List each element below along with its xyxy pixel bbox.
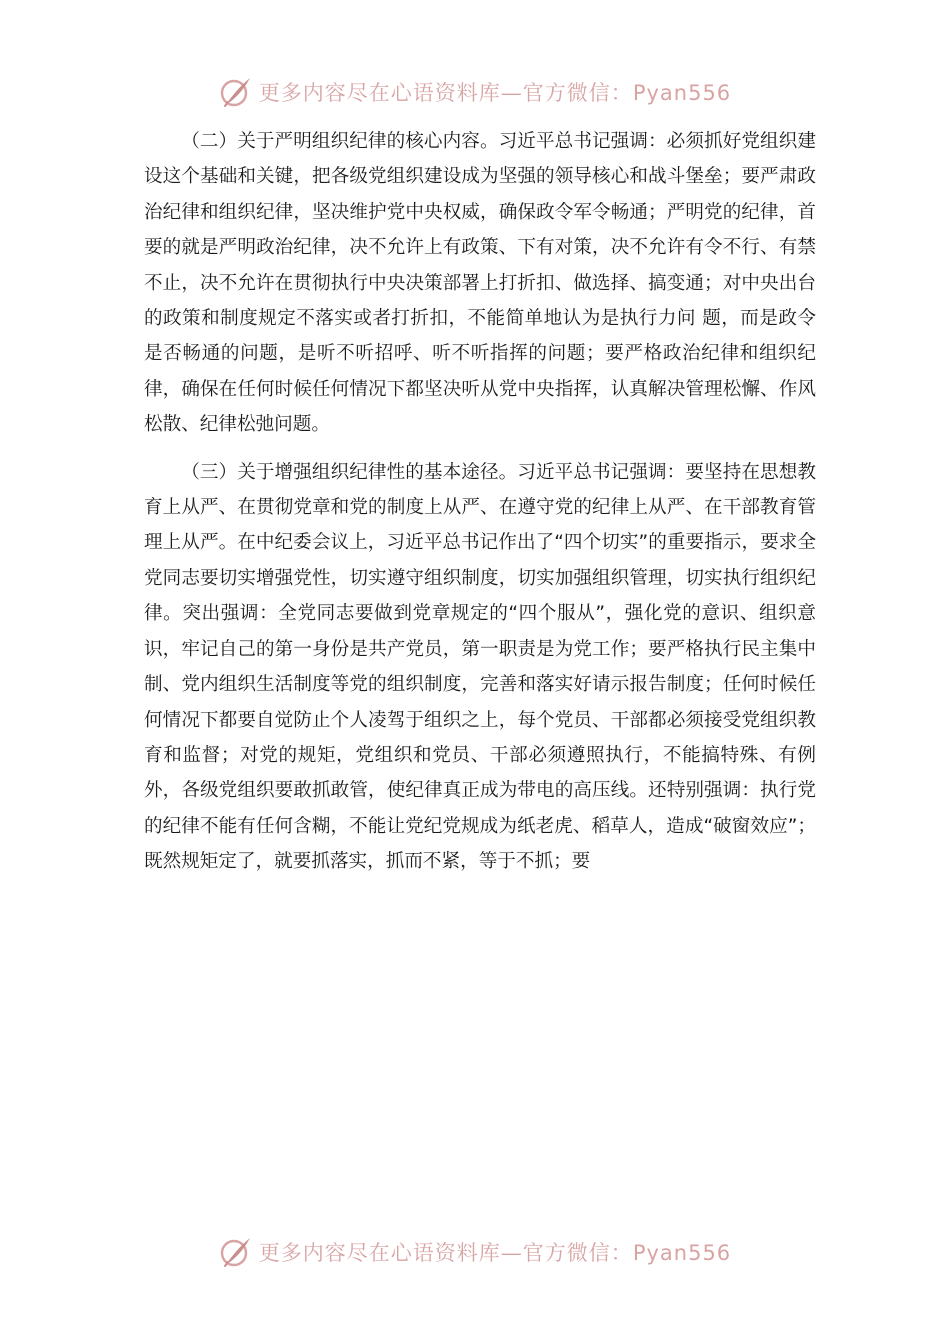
paragraph-section-2: （二）关于严明组织纪律的核心内容。习近平总书记强调：必须抓好党组织建设这个基础和关键，把各级党组织建设成为坚强的领导核心和战斗堡垒；要严肃政治纪律和组织纪律，坚决维护党中央权威，确保政令军令畅通；严明党的纪律，首要的就是严明政治纪律，决不允许上有政策、下有对策，决不允许有令不行、有禁不止，决不允许在贯彻执行中央决策部署上打折扣、做选择、搞变通；对中央出台的政策和制度规定不落实或者打折扣，不能简单地认为是执行力问 题，而是政令是否畅通的问题，是听不听招呼、听不听指挥的问题；要严格政治纪律和组织纪律，确保在任何时候任何情况下都坚决听从党中央指挥，认真解决管理松懈、作风松散、纪律松弛问题。 xyxy=(144,131,816,436)
watermark-wechat-id: Pyan556 xyxy=(632,81,732,105)
document-body xyxy=(144,124,816,892)
watermark-text: 更多内容尽在心语资料库—官方微信：Pyan556 xyxy=(258,81,732,105)
quill-pen-logo-icon xyxy=(219,75,253,109)
watermark-text: 更多内容尽在心语资料库—官方微信：Pyan556 xyxy=(258,1241,732,1265)
paragraph-section-3: （三）关于增强组织纪律性的基本途径。习近平总书记强调：要坚持在思想教育上从严、在贯彻党章和党的制度上从严、在遵守党的纪律上从严、在干部教育管理上从严。在中纪委会议上，习近平总书记作出了“四个切实”的重要指示，要求全党同志要切实增强党性，切实遵守组织制度，切实加强组织管理，切实执行组织纪律。突出强调：全党同志要做到党章规定的“四个服从”，强化党的意识、组织意识，牢记自己的第一身份是共产党员，第一职责是为党工作；要严格执行民主集中制、党内组织生活制度等党的组织制度，完善和落实好请示报告制度；任何时候任何情况下都要自觉防止个人凌驾于组织之上，每个党员、干部都必须接受党组织教育和监督；对党的规矩，党组织和党员、干部必须遵照执行，不能搞特殊、有例外，各级党组织要敢抓敢管，使纪律真正成为带电的高压线。还特别强调：执行党的纪律不能有任何含糊，不能让党纪党规成为纸老虎、稻草人，造成“破窗效应”；既然规矩定了，就要抓落实，抓而不紧，等于不抓；要 xyxy=(144,461,816,873)
watermark-wechat-id: Pyan556 xyxy=(632,1241,732,1265)
watermark-header xyxy=(0,72,950,112)
quill-pen-logo-icon xyxy=(219,1235,253,1269)
watermark-footer xyxy=(0,1232,950,1272)
